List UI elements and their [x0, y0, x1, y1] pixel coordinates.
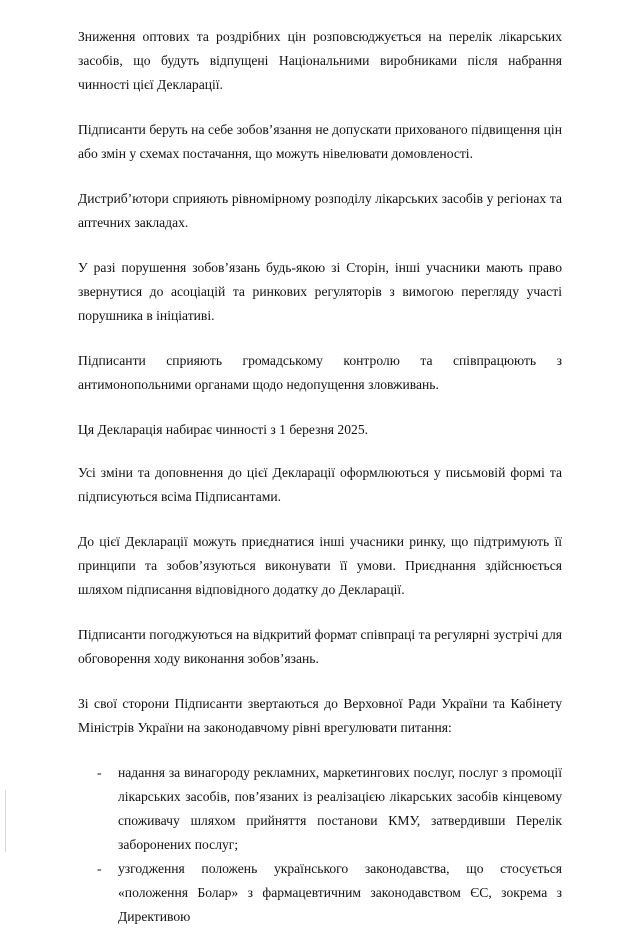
paragraph-distributors: Дистриб’ютори сприяють рівномірному розподілу лікарських засобів у регіонах та аптечних закладах.	[78, 191, 562, 230]
paragraph-violation: У разі порушення зобов’язань будь-якою зі Сторін, інші учасники мають право звернутися до асоціацій та ринкових регуляторів з вимогою перегляду участі порушника в ініціативі.	[78, 260, 562, 323]
list-bullet: -	[97, 765, 102, 780]
list-item-text: узгодження положень українського законодавства, що стосується «положення Болар» з фармацевтичним законодавством ЄС, зокрема з Директивою	[118, 861, 562, 924]
appeal-list	[78, 761, 562, 929]
paragraph-effective-date: Ця Декларація набирає чинності з 1 березня 2025.	[78, 422, 369, 437]
paragraph-appeal: Зі свої сторони Підписанти звертаються до Верховної Ради України та Кабінету Міністрів України на законодавчому рівні врегулювати питання:	[78, 696, 562, 735]
paragraph-amendments: Усі зміни та доповнення до цієї Декларації оформлюються у письмовій формі та підписуються всіма Підписантами.	[78, 465, 562, 504]
document-body	[78, 25, 562, 929]
page-edge-line	[5, 790, 6, 852]
list-item-text: надання за винагороду рекламних, маркетингових послуг, послуг з промоції лікарських засобів, пов’язаних із реалізацією лікарських засобів кінцевому споживачу шляхом прийняття постанови КМУ, затвердивши Перелік заборонених послуг;	[118, 765, 562, 852]
paragraph-public-control: Підписанти сприяють громадському контролю та співпрацюють з антимонопольними органами щодо недопущення зловживань.	[78, 353, 562, 392]
list-item	[78, 857, 562, 929]
list-item	[78, 761, 562, 857]
paragraph-hidden-price-increase: Підписанти беруть на себе зобов’язання не допускати прихованого підвищення цін або змін у схемах постачання, що можуть нівелювати домовленості.	[78, 122, 562, 161]
paragraph-joining: До цієї Декларації можуть приєднатися інші учасники ринку, що підтримують її принципи та зобов’язуються виконувати її умови. Приєднання здійснюється шляхом підписання відповідного додатку до Декларації.	[78, 534, 562, 597]
list-bullet: -	[97, 861, 102, 876]
paragraph-price-reduction-scope: Зниження оптових та роздрібних цін розповсюджується на перелік лікарських засобів, що будуть відпущені Національними виробниками після набрання чинності цієї Декларації.	[78, 29, 562, 92]
paragraph-cooperation: Підписанти погоджуються на відкритий формат співпраці та регулярні зустрічі для обговорення ходу виконання зобов’язань.	[78, 627, 562, 666]
